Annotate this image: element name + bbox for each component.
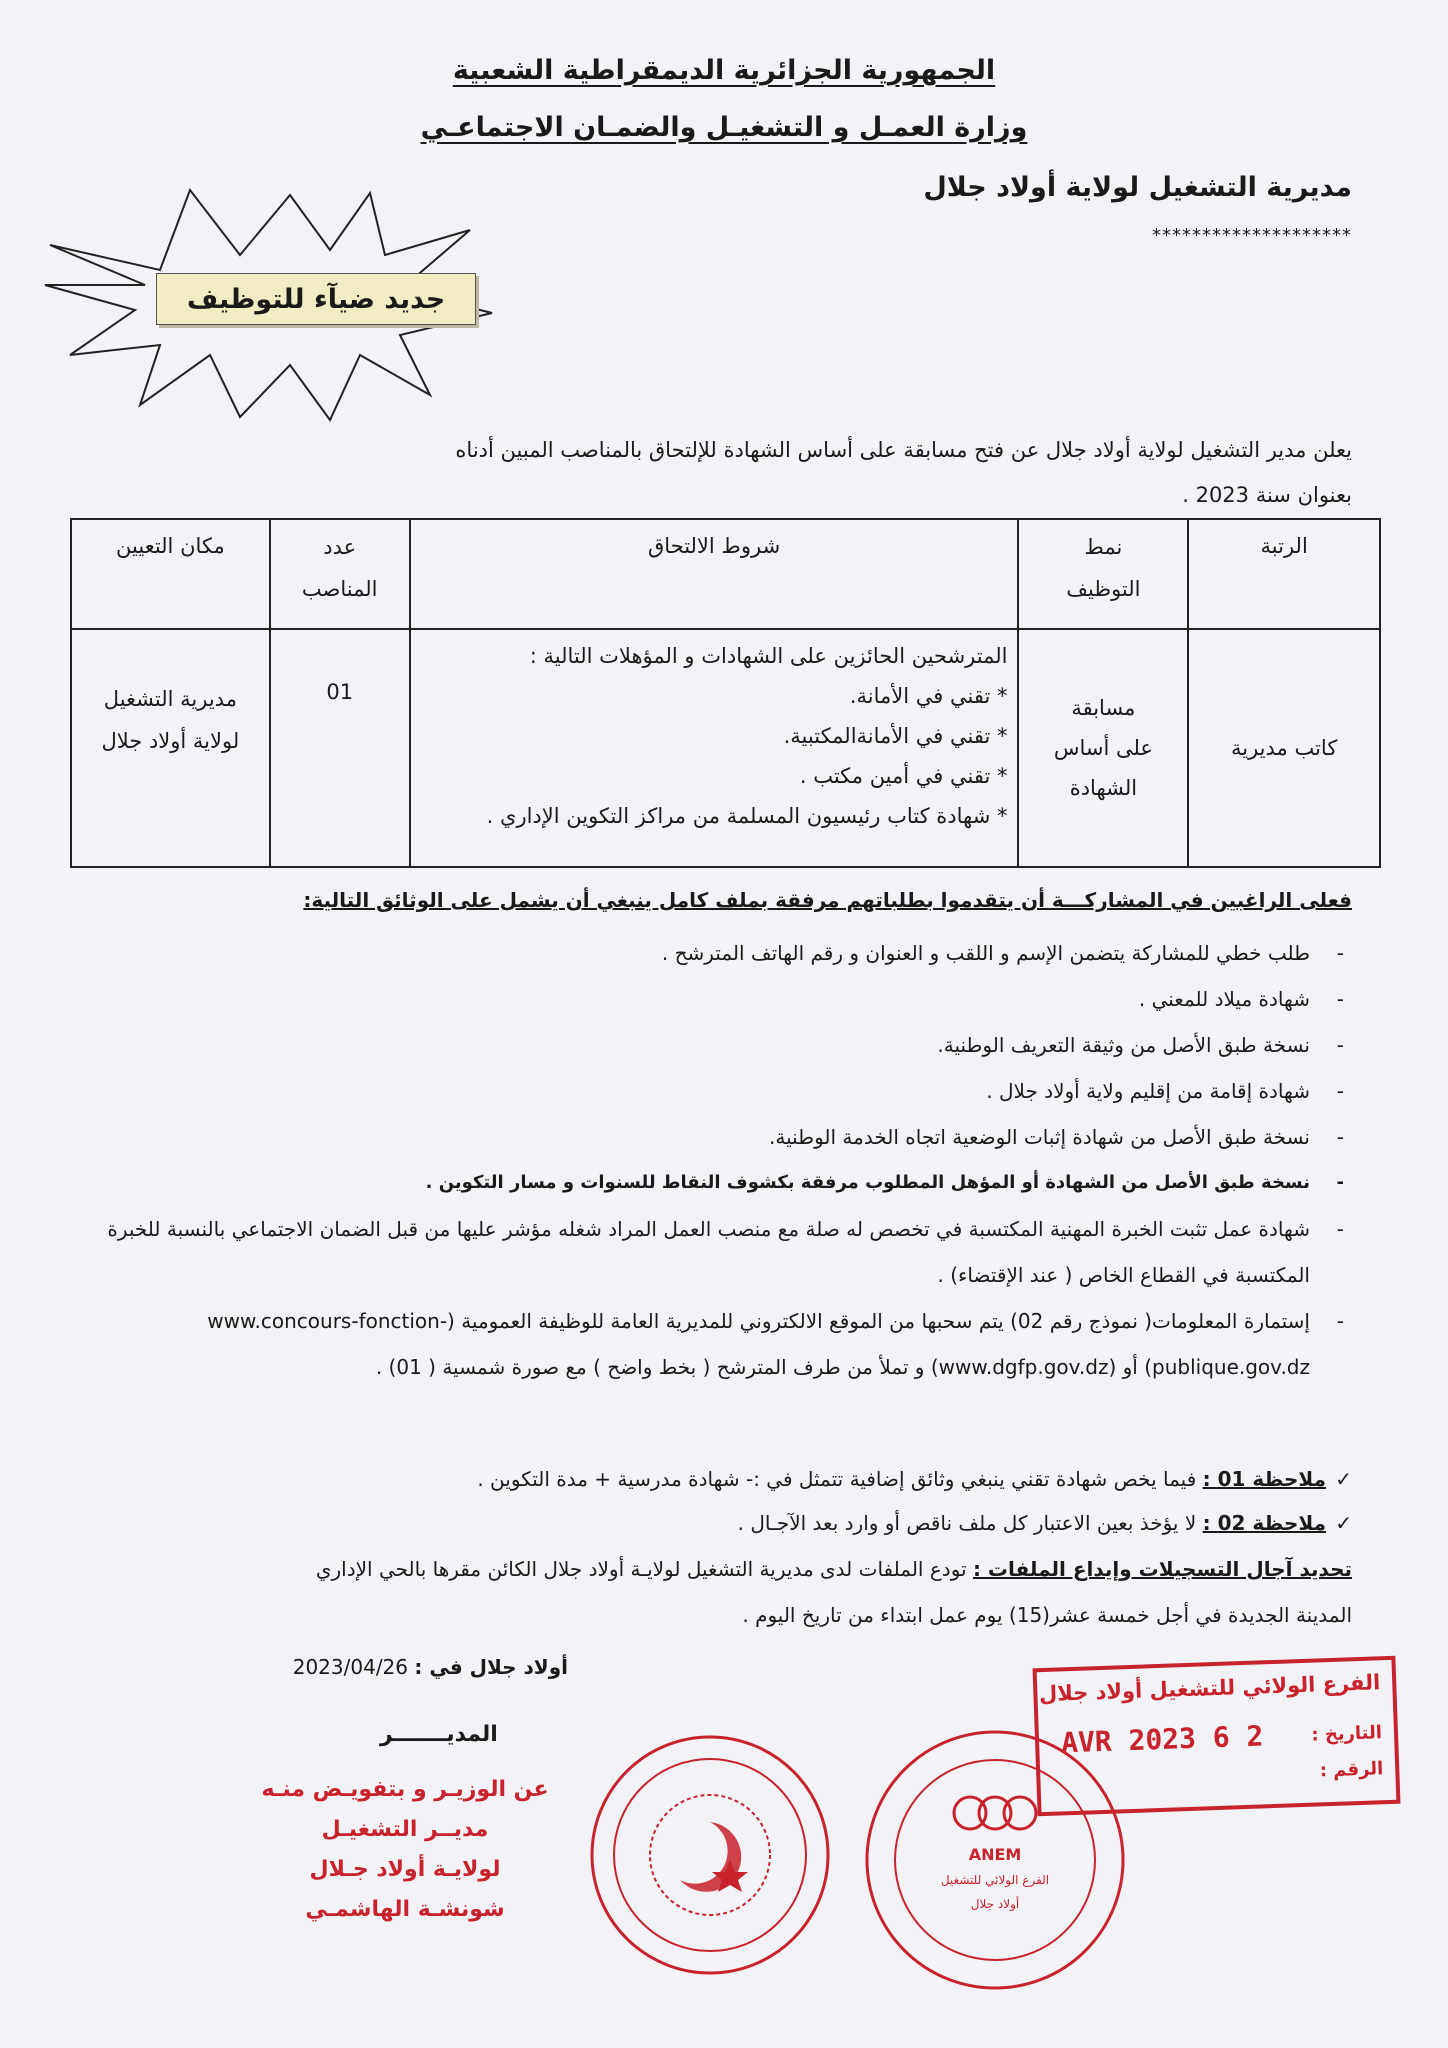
- ministry-seal-icon: [585, 1730, 835, 1980]
- note-1-text: فيما يخص شهادة تقني ينبغي وثائق إضافية تتمثل في :- شهادة مدرسية + مدة التكوين .: [477, 1467, 1203, 1491]
- note-2-text: لا يؤخذ بعين الاعتبار كل ملف ناقص أو وارد بعد الآجـال .: [737, 1511, 1203, 1535]
- date-stamp-title: الفرع الولائي للتشغيل أولاد جلال: [1038, 1670, 1381, 1707]
- checkmark-icon: ✓: [1335, 1511, 1352, 1535]
- ministry-title: وزارة العمـل و التشغيـل والضمـان الاجتماعـي: [420, 112, 1028, 143]
- intro-paragraph: [122, 428, 1352, 518]
- recruitment-banner: جديد ضيآء للتوظيف: [156, 273, 476, 325]
- header-place: مكان التعيين: [71, 519, 270, 629]
- place-date: [293, 1644, 568, 1690]
- note-2-label: ملاحظة 02 :: [1202, 1511, 1326, 1535]
- issue-date: 2023/04/26: [292, 1655, 409, 1679]
- note-2: [62, 1502, 1352, 1544]
- header-mode: نمط التوظيف: [1018, 519, 1188, 629]
- stars-divider: ********************: [1152, 225, 1352, 246]
- header-count: عدد المناصب: [270, 519, 410, 629]
- checkmark-icon: ✓: [1335, 1467, 1352, 1491]
- cell-count: 01: [270, 629, 410, 867]
- list-item: - نسخة طبق الأصل من الشهادة أو المؤهل المطلوب مرفقة بكشوف النقاط للسنوات و مسار التكوين .: [62, 1160, 1352, 1206]
- condition-line: * تقني في الأمانة.: [849, 684, 1008, 708]
- cell-place: مديرية التشغيل لولاية أولاد جلال: [71, 629, 270, 867]
- date-stamp-date-label: التاريخ :: [1311, 1722, 1383, 1746]
- cell-mode: مسابقة على أساس الشهادة: [1018, 629, 1188, 867]
- note-1: [62, 1458, 1352, 1500]
- anem-line-2: أولاد جلال: [970, 1897, 1020, 1911]
- list-item: - إستمارة المعلومات( نموذج رقم 02) يتم سحبها من الموقع الالكتروني للمديرية العامة للوظيفة العمومية (www.concours-fonction-publique.gov.dz) أو (www.dgfp.gov.dz) و تملأ من طرف المترشح ( بخط واضح ) مع صورة شمسية ( 01) .: [62, 1298, 1352, 1390]
- positions-table: [70, 518, 1381, 868]
- documents-lead: فعلى الراغبين في المشاركـــة أن يتقدموا بطلباتهم مرفقة بملف كامل ينبغي أن يشمل على الوثائق التالية:: [303, 888, 1352, 912]
- cell-conditions: [410, 629, 1019, 867]
- cell-rank: كاتب مديرية: [1188, 629, 1380, 867]
- note-1-label: ملاحظة 01 :: [1202, 1467, 1326, 1491]
- header-conditions: شروط الالتحاق: [410, 519, 1019, 629]
- republic-title: الجمهورية الجزائرية الديمقراطية الشعبية: [452, 55, 996, 86]
- deadline-line-1: [62, 1548, 1352, 1590]
- condition-line: * تقني في الأمانةالمكتبية.: [783, 724, 1008, 748]
- signature-line-2: مديــر التشغيـل: [321, 1817, 489, 1842]
- signature-line-4: شونشـة الهاشمـي: [305, 1897, 505, 1922]
- list-item: - شهادة إقامة من إقليم ولاية أولاد جلال .: [62, 1068, 1352, 1114]
- deadline-label: تحديد آجال التسجيلات وإيداع الملفات :: [972, 1557, 1352, 1581]
- table-row: [71, 629, 1380, 867]
- list-item: - شهادة عمل تثبت الخبرة المهنية المكتسبة في تخصص له صلة مع منصب العمل المراد شغله مؤشر عليها من قبل الضمان الاجتماعي بالنسبة للخبرة المكتسبة في القطاع الخاص ( عند الإقتضاء) .: [62, 1206, 1352, 1298]
- condition-line: * تقني في أمين مكتب .: [799, 764, 1008, 788]
- intro-line-1: يعلن مدير التشغيل لولاية أولاد جلال عن فتح مسابقة على أساس الشهادة للإلتحاق بالمناصب المبين أدناه: [455, 438, 1352, 462]
- anem-line-1: الفرع الولائي للتشغيل: [940, 1873, 1050, 1887]
- list-item: - نسخة طبق الأصل من وثيقة التعريف الوطنية.: [62, 1022, 1352, 1068]
- list-item: - طلب خطي للمشاركة يتضمن الإسم و اللقب و العنوان و رقم الهاتف المترشح .: [62, 930, 1352, 976]
- signature-stamp: [240, 1770, 570, 1930]
- deadline-text-1: تودع الملفات لدى مديرية التشغيل لولايـة أولاد جلال الكائن مقرها بالحي الإداري: [315, 1557, 973, 1581]
- directorate-title: مديرية التشغيل لولاية أولاد جلال: [923, 172, 1352, 203]
- condition-line: * شهادة كتاب رئيسيون المسلمة من مراكز التكوين الإداري .: [486, 804, 1008, 828]
- place-label: أولاد جلال في :: [414, 1655, 568, 1679]
- table-header-row: [71, 519, 1380, 629]
- date-stamp-number-label: الرقم :: [1319, 1758, 1384, 1782]
- director-title: المديـــــــر: [380, 1722, 498, 1747]
- signature-line-3: لولايـة أولاد جـلال: [309, 1857, 501, 1882]
- deadline-line-2: المدينة الجديدة في أجل خمسة عشر(15) يوم عمل ابتداء من تاريخ اليوم .: [742, 1603, 1352, 1627]
- signature-line-1: عن الوزيـر و بتفويـض منـه: [261, 1777, 549, 1802]
- anem-logo-text: ANEM: [968, 1845, 1022, 1864]
- date-stamp: [1033, 1656, 1401, 1817]
- date-stamp-date: 2 6 AVR 2023: [1060, 1719, 1264, 1760]
- list-item: - شهادة ميلاد للمعني .: [62, 976, 1352, 1022]
- header-rank: الرتبة: [1188, 519, 1380, 629]
- documents-list: [62, 930, 1352, 1390]
- intro-line-2: بعنوان سنة 2023 .: [1182, 483, 1352, 507]
- condition-line: المترشحين الحائزين على الشهادات و المؤهلات التالية :: [529, 644, 1008, 668]
- list-item: - نسخة طبق الأصل من شهادة إثبات الوضعية اتجاه الخدمة الوطنية.: [62, 1114, 1352, 1160]
